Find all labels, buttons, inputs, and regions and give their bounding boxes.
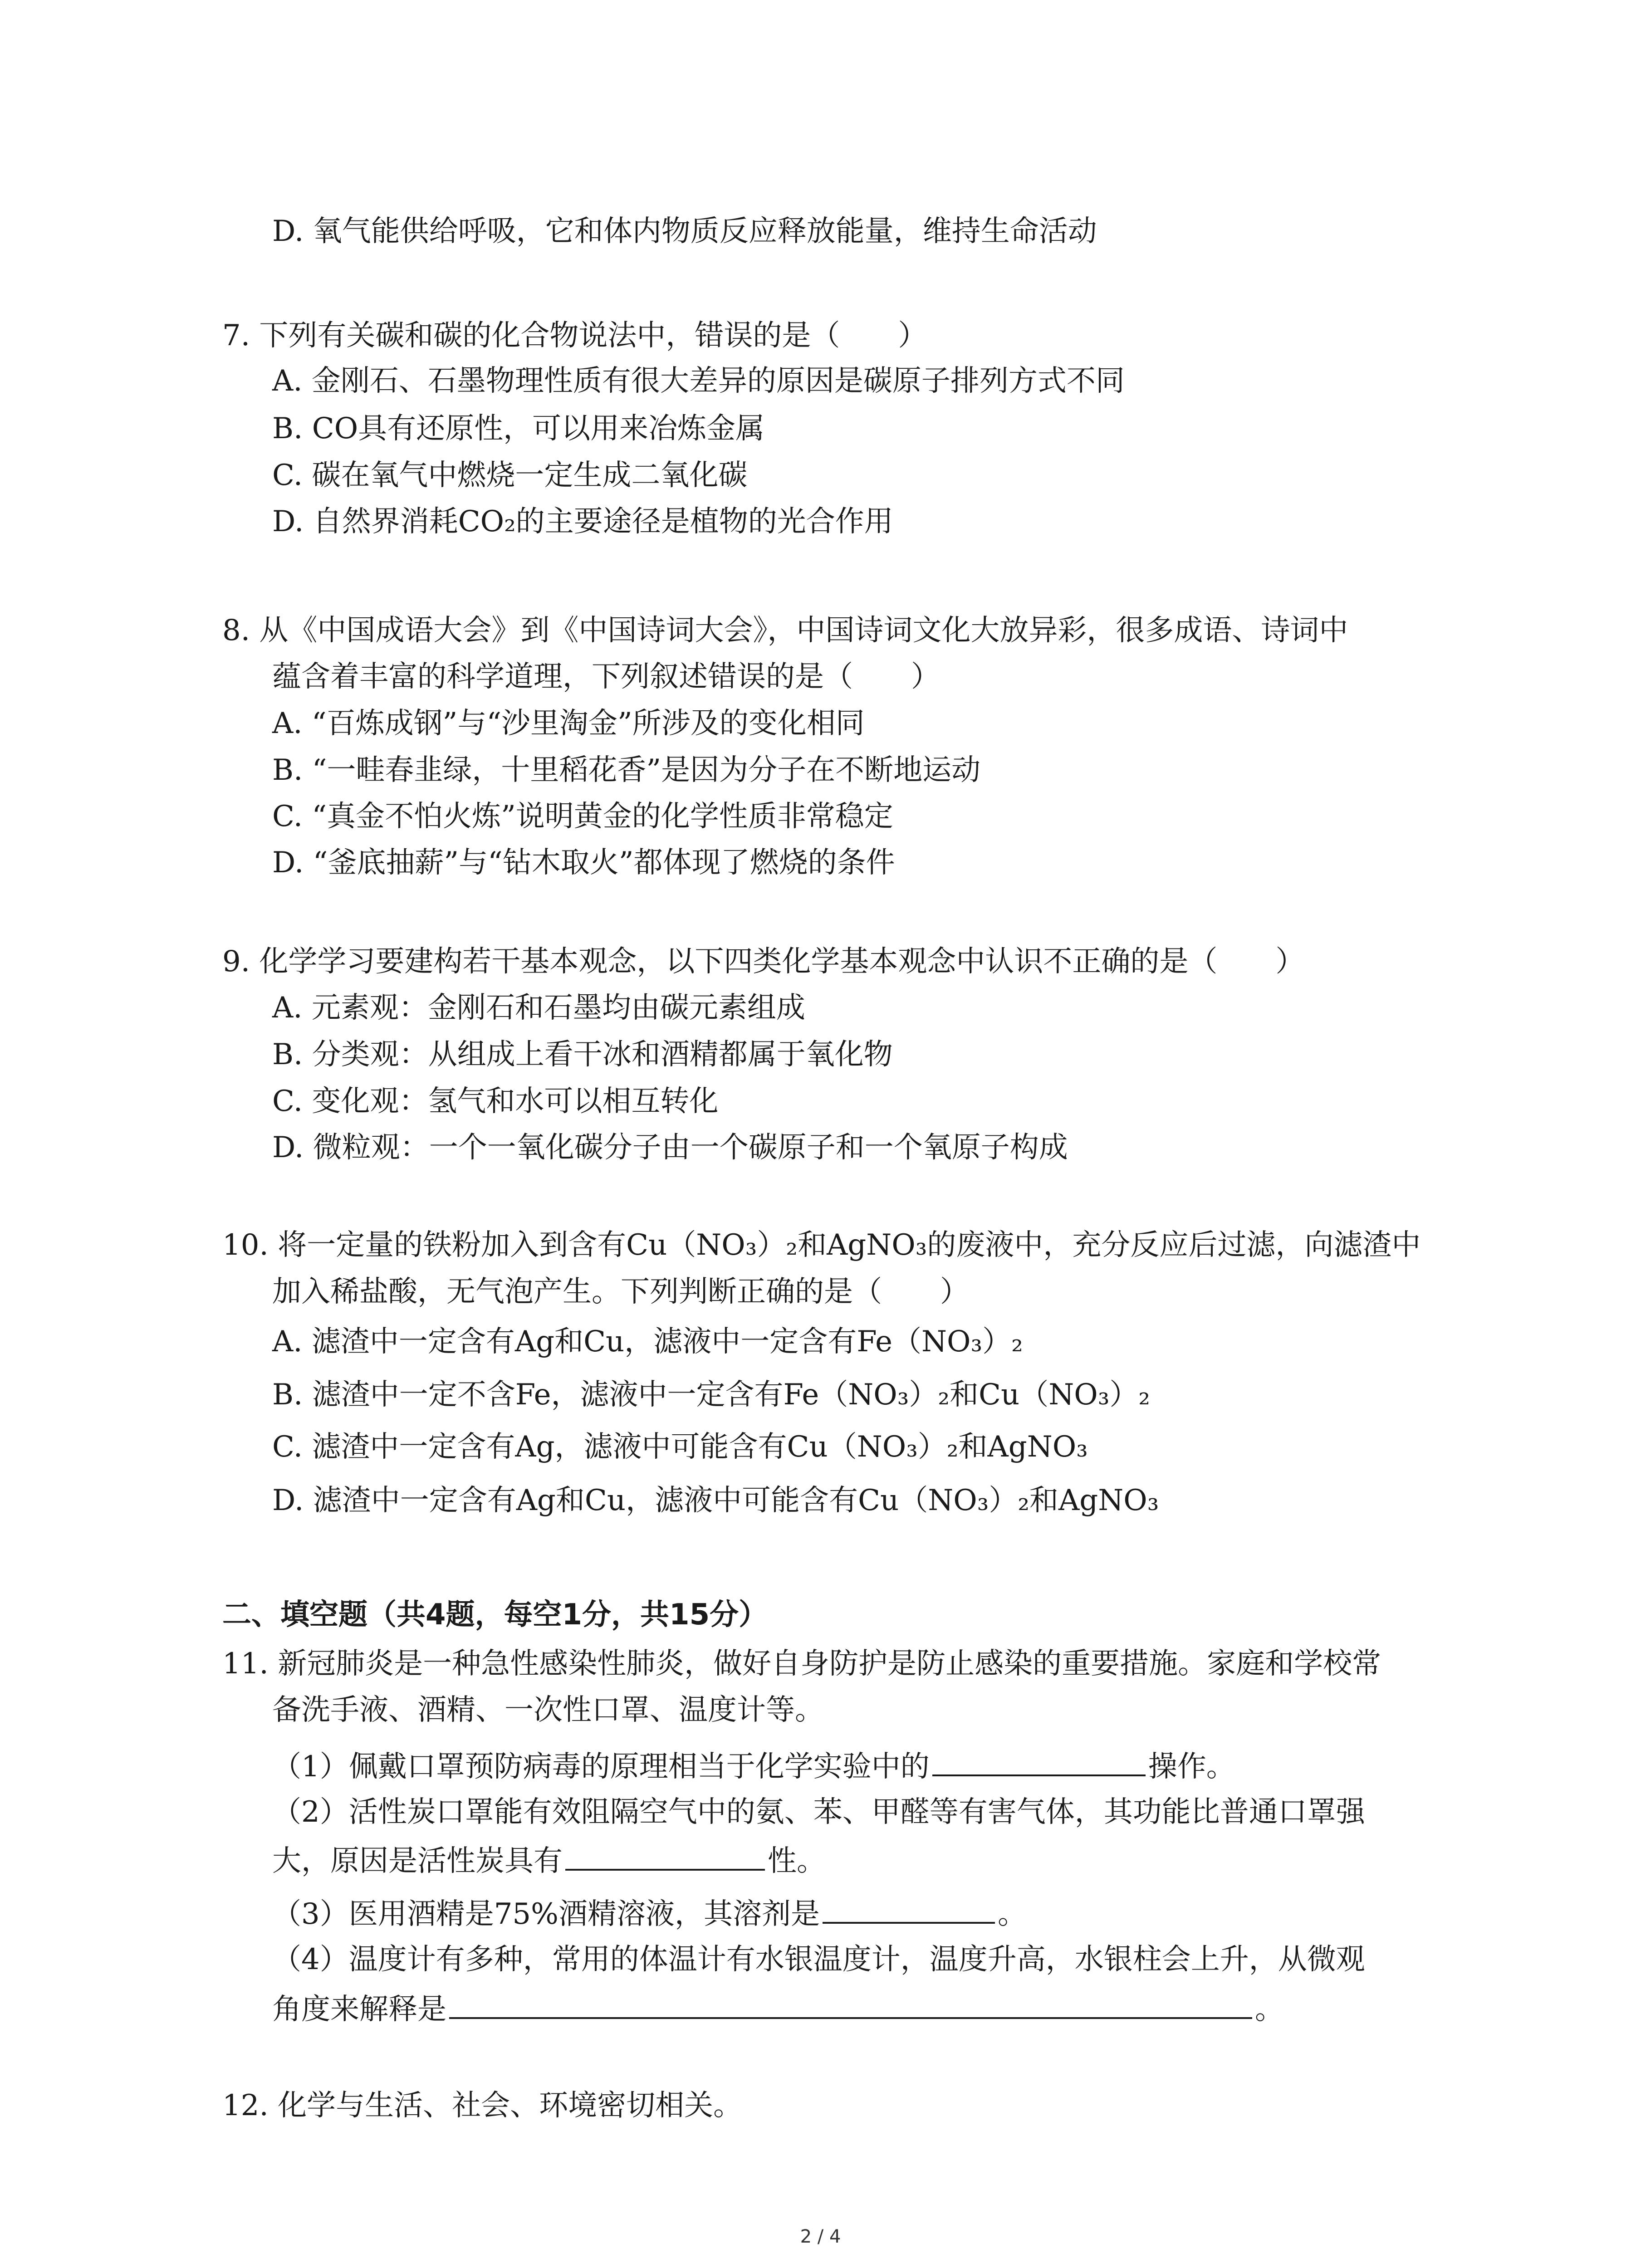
q12-stem: 12. 化学与生活、社会、环境密切相关。 <box>222 2089 743 2122</box>
q9-option-d: D. 微粒观：一个一氧化碳分子由一个碳原子和一个氧原子构成 <box>272 1131 1068 1164</box>
q11-blank-2[interactable] <box>565 1841 765 1871</box>
q11-blank-3[interactable] <box>823 1894 995 1924</box>
q11-part-4-tail: 。 <box>1255 1993 1284 2026</box>
q11-blank-1[interactable] <box>932 1746 1146 1776</box>
page-number: 2 / 4 <box>800 2226 841 2247</box>
q11-stem: 11. 新冠肺炎是一种急性感染性肺炎，做好自身防护是防止感染的重要措施。家庭和学校常 <box>222 1647 1381 1681</box>
q11-stem-continued: 备洗手液、酒精、一次性口罩、温度计等。 <box>272 1693 824 1727</box>
q7-option-b: B. CO具有还原性，可以用来冶炼金属 <box>272 412 765 445</box>
q11-part-4-continued <box>272 1989 1284 2028</box>
q9-option-c: C. 变化观：氢气和水可以相互转化 <box>272 1085 719 1118</box>
q11-part-3 <box>272 1894 1027 1932</box>
q7-option-a: A. 金刚石、石墨物理性质有很大差异的原因是碳原子排列方式不同 <box>272 364 1125 398</box>
q11-blank-4[interactable] <box>449 1989 1252 2019</box>
q10-option-c: C. 滤渣中一定含有Ag，滤液中可能含有Cu（NO₃）₂和AgNO₃ <box>272 1430 1088 1464</box>
q11-part-4-text: 角度来解释是 <box>272 1993 446 2026</box>
q7-stem: 7. 下列有关碳和碳的化合物说法中，错误的是（ ） <box>222 319 927 352</box>
q9-stem: 9. 化学学习要建构若干基本观念，以下四类化学基本观念中认识不正确的是（ ） <box>222 945 1305 978</box>
q10-option-a: A. 滤渣中一定含有Ag和Cu，滤液中一定含有Fe（NO₃）₂ <box>272 1325 1023 1359</box>
q8-option-d: D. “釜底抽薪”与“钻木取火”都体现了燃烧的条件 <box>272 846 895 880</box>
q10-stem: 10. 将一定量的铁粉加入到含有Cu（NO₃）₂和AgNO₃的废液中，充分反应后过滤，向滤渣中 <box>222 1228 1421 1262</box>
q8-stem-continued: 蕴含着丰富的科学道理，下列叙述错误的是（ ） <box>272 660 940 694</box>
q10-option-d: D. 滤渣中一定含有Ag和Cu，滤液中可能含有Cu（NO₃）₂和AgNO₃ <box>272 1484 1159 1517</box>
q10-stem-continued: 加入稀盐酸，无气泡产生。下列判断正确的是（ ） <box>272 1275 969 1309</box>
q8-option-b: B. “一畦春韭绿，十里稻花香”是因为分子在不断地运动 <box>272 753 981 787</box>
section-heading-fill-in: 二、填空题（共4题，每空1分，共15分） <box>222 1598 768 1632</box>
q7-option-c: C. 碳在氧气中燃烧一定生成二氧化碳 <box>272 459 748 492</box>
q8-stem: 8. 从《中国成语大会》到《中国诗词大会》，中国诗词文化大放异彩，很多成语、诗词中 <box>222 614 1348 647</box>
q11-part-3-tail: 。 <box>997 1897 1027 1931</box>
q11-part-2: （2）活性炭口罩能有效阻隔空气中的氨、苯、甲醛等有害气体，其功能比普通口罩强 <box>272 1795 1365 1829</box>
q11-part-4: （4）温度计有多种，常用的体温计有水银温度计，温度升高，水银柱会上升，从微观 <box>272 1943 1365 1976</box>
q11-part-2-continued <box>272 1841 826 1879</box>
q11-part-1-text: （1）佩戴口罩预防病毒的原理相当于化学实验中的 <box>272 1750 930 1784</box>
q8-option-c: C. “真金不怕火炼”说明黄金的化学性质非常稳定 <box>272 800 893 833</box>
q7-option-d: D. 自然界消耗CO₂的主要途径是植物的光合作用 <box>272 505 893 538</box>
q9-option-b: B. 分类观：从组成上看干冰和酒精都属于氧化物 <box>272 1038 893 1071</box>
q8-option-a: A. “百炼成钢”与“沙里淘金”所涉及的变化相同 <box>272 707 865 740</box>
q10-option-b: B. 滤渣中一定不含Fe，滤液中一定含有Fe（NO₃）₂和Cu（NO₃）₂ <box>272 1378 1151 1412</box>
q11-part-3-text: （3）医用酒精是75%酒精溶液，其溶剂是 <box>272 1897 820 1931</box>
q6-option-d: D. 氧气能供给呼吸，它和体内物质反应释放能量，维持生命活动 <box>272 215 1097 248</box>
q11-part-1-tail: 操作。 <box>1148 1750 1235 1784</box>
q11-part-2-tail: 性。 <box>768 1844 826 1878</box>
q9-option-a: A. 元素观：金刚石和石墨均由碳元素组成 <box>272 991 805 1025</box>
q11-part-2-text: 大，原因是活性炭具有 <box>272 1844 563 1878</box>
q11-part-1 <box>272 1746 1235 1785</box>
